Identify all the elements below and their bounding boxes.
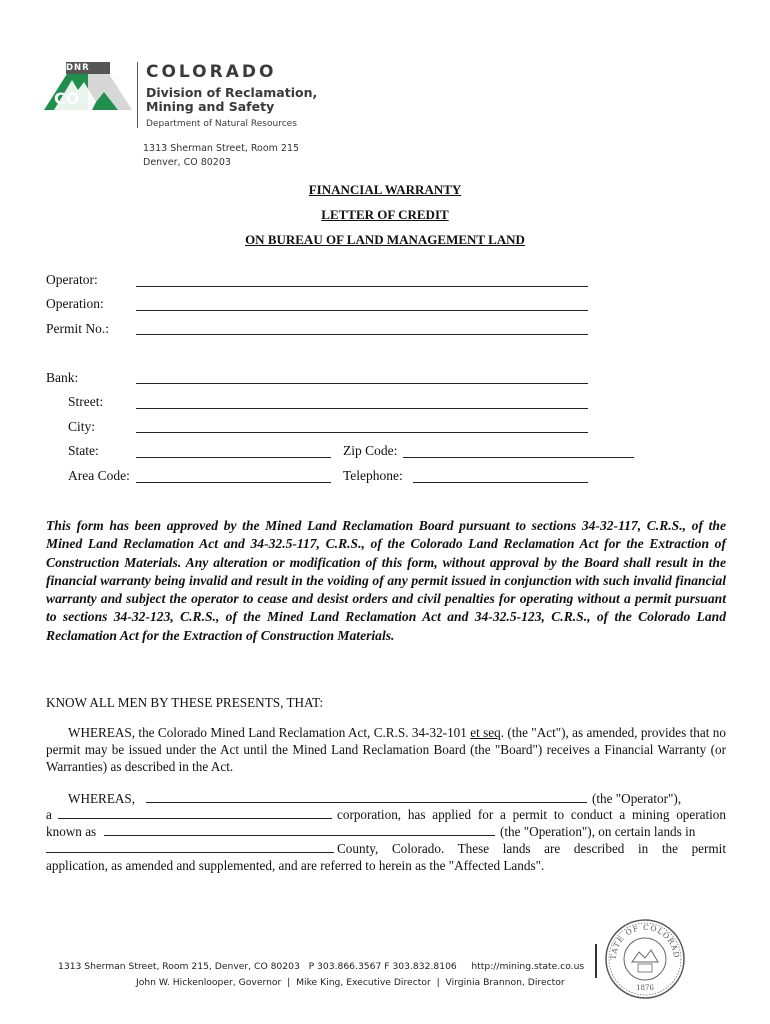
title-blm-land: ON BUREAU OF LAND MANAGEMENT LAND bbox=[245, 232, 525, 247]
footer-divider bbox=[595, 944, 597, 978]
address-line1: 1313 Sherman Street, Room 215 bbox=[143, 143, 300, 154]
title-letter-of-credit: LETTER OF CREDIT bbox=[321, 207, 449, 222]
svg-text:STATE OF COLORADO bbox=[604, 918, 681, 960]
county-blank[interactable] bbox=[46, 852, 334, 853]
corporation-text: corporation, has applied for a permit to conduct a mining operation bbox=[337, 807, 726, 822]
state-name: COLORADO bbox=[146, 62, 277, 82]
footer-contact: 1313 Sherman Street, Room 215, Denver, CO 80203 P 303.866.3567 F 303.832.8106 http://mining.state.co.us bbox=[58, 961, 585, 972]
division-line1: Division of Reclamation, bbox=[146, 85, 318, 100]
operator-field[interactable] bbox=[136, 286, 588, 287]
state-seal bbox=[604, 918, 686, 1005]
county-text: County, Colorado. These lands are described in the permit bbox=[337, 841, 726, 856]
permit-no-field[interactable] bbox=[136, 334, 588, 335]
approval-notice: This form has been approved by the Mined Land Reclamation Board pursuant to sections 34-32-117, C.R.S., of the Mined Land Reclamation Act and 34-32.5-117, C.R.S., of the Colorado Land Reclamation Act for the Extraction of Construction Materials. Any alteration or modification of this form, without approval by the Board shall result in the financial warranty being invalid and result in the voiding of any permit issued in conjunction with such invalid financial warranty and subject the operator to cease and desist orders and civil penalties for operating without a permit pursuant to sections 34-32-123, C.R.S., of the Mined Land Reclamation Act and 34-32.5-123, C.R.S., of the Colorado Land Reclamation Act for the Extraction of Construction Materials. bbox=[46, 518, 726, 643]
operator-name-blank[interactable] bbox=[146, 802, 587, 803]
known-as-label: known as bbox=[46, 824, 97, 839]
state-label: State: bbox=[68, 443, 99, 458]
division-line2: Mining and Safety bbox=[146, 99, 275, 114]
logo-badge-co: CO bbox=[54, 89, 80, 108]
logo-divider bbox=[137, 62, 138, 128]
address-line2: Denver, CO 80203 bbox=[143, 157, 231, 168]
zip-code-label: Zip Code: bbox=[343, 443, 398, 458]
street-field[interactable] bbox=[136, 408, 588, 409]
telephone-label: Telephone: bbox=[343, 468, 403, 483]
city-label: City: bbox=[68, 419, 96, 434]
corporation-state-blank[interactable] bbox=[58, 818, 332, 819]
whereas-act-text-a: WHEREAS, the Colorado Mined Land Reclamation Act, C.R.S. 34-32-101 bbox=[68, 725, 467, 740]
city-field[interactable] bbox=[136, 432, 588, 433]
operator-label: Operator: bbox=[46, 272, 98, 287]
state-field[interactable] bbox=[136, 457, 331, 458]
whereas-label: WHEREAS, bbox=[68, 791, 136, 806]
operation-field[interactable] bbox=[136, 310, 588, 311]
zip-code-field[interactable] bbox=[403, 457, 634, 458]
corporation-a: a bbox=[46, 807, 52, 822]
area-code-field[interactable] bbox=[136, 482, 331, 483]
seal-year: 1876 bbox=[636, 984, 654, 992]
division-name bbox=[146, 86, 317, 114]
operation-suffix: (the "Operation"), on certain lands in bbox=[500, 824, 696, 839]
street-label: Street: bbox=[68, 394, 104, 409]
whereas-act-paragraph bbox=[46, 724, 726, 775]
bank-label: Bank: bbox=[46, 370, 79, 385]
state-seal-icon bbox=[604, 918, 686, 1000]
know-all-heading: KNOW ALL MEN BY THESE PRESENTS, THAT: bbox=[46, 695, 324, 710]
logo-badge-dnr: DNR bbox=[66, 63, 90, 73]
seal-top-text: TATE OF COLORAD bbox=[608, 922, 682, 960]
area-code-label: Area Code: bbox=[68, 468, 130, 483]
title-financial-warranty: FINANCIAL WARRANTY bbox=[308, 182, 462, 197]
footer-officials: John W. Hickenlooper, Governor | Mike King, Executive Director | Virginia Brannon, Director bbox=[136, 977, 565, 988]
et-seq-text: et seq bbox=[470, 725, 501, 740]
operation-label: Operation: bbox=[46, 296, 104, 311]
whereas-act-text-b: . (the "Act"), as amended, provides that no permit may be issued under the Act until the Mined Land Reclamation Board (the "Board") receives a Financial Warranty (or Warranties) as described in the Act. bbox=[46, 725, 726, 774]
bank-field[interactable] bbox=[136, 383, 588, 384]
department-name: Department of Natural Resources bbox=[146, 119, 297, 129]
operation-name-blank[interactable] bbox=[104, 835, 495, 836]
telephone-field[interactable] bbox=[413, 482, 588, 483]
permit-no-label: Permit No.: bbox=[46, 321, 109, 336]
operator-suffix: (the "Operator"), bbox=[592, 791, 682, 806]
affected-lands-text: application, as amended and supplemented, and are referred to herein as the "Affected Lands". bbox=[46, 858, 545, 873]
